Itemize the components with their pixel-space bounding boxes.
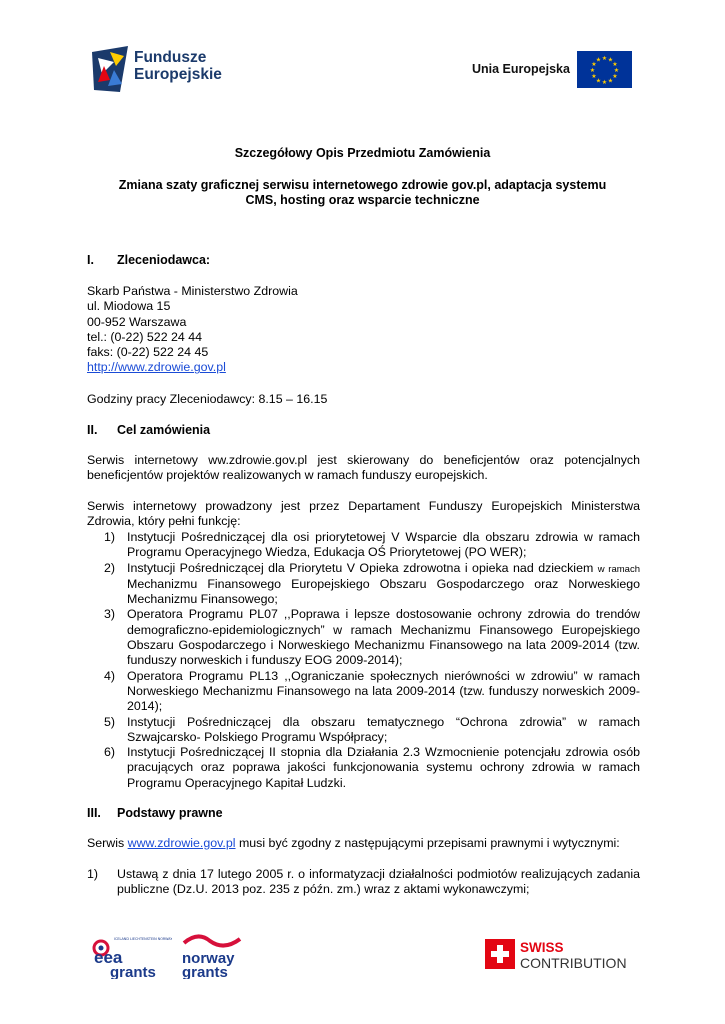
norway-text: norway (182, 950, 235, 967)
contact-fax: faks: (0-22) 522 24 45 (87, 345, 209, 360)
list-item: 1) Ustawą z dnia 17 lutego 2005 r. o informatyzacji działalności podmiotów realizujących zadania publiczne (Dz.U. 2013 poz. 235 z późn. zm.) wraz z aktami wykonawczymi; (87, 867, 640, 897)
ue-label: Unia Europejska (472, 62, 570, 76)
contact-city: 00-952 Warszawa (87, 314, 187, 329)
svg-text:★: ★ (613, 67, 620, 74)
section-3-label: Podstawy prawne (117, 806, 223, 820)
doc-title: Szczegółowy Opis Przedmiotu Zamówienia (234, 146, 491, 160)
eea-grants-logo (92, 933, 172, 979)
section-2-number: II. (87, 423, 98, 437)
fundusze-europejskie-logo (90, 44, 225, 94)
website-link[interactable]: www.zdrowie.gov.pl (127, 836, 236, 850)
section-3-paragraph: Serwis www.zdrowie.gov.pl musi być zgodny z następującymi przepisami prawnymi i wytycznymi: (87, 836, 620, 850)
list-item: 6) Instytucji Pośredniczącej II stopnia dla Działania 2.3 Wzmocnienie potencjału zdrowia osób pracujących oraz poprawa jakości funkcjonowania systemu ochrony zdrowia w ramach Programu Operacyjnego Kapitał Ludzki. (104, 745, 640, 790)
doc-subtitle-line1: Zmiana szaty graficznej serwisu internetowego zdrowie gov.pl, adaptacja systemu (118, 178, 607, 192)
section-2-label: Cel zamówienia (117, 423, 211, 437)
list-item: 3) Operatora Programu PL07 ,,Poprawa i lepsze dostosowanie ochrony zdrowia do trendów demograficzno-epidemiologicznych” w ramach Mechanizmu Finansowego Europejskiego Obszaru Gospodarczego i Norweskiego Mechanizmu Finansowego na lata 2009-2014 (tzw. funduszy norweskich i funduszy EOG 2009-2014); (104, 607, 640, 668)
svg-text:★: ★ (607, 56, 614, 64)
legal-list (87, 867, 640, 898)
contribution-text: CONTRIBUTION (520, 955, 627, 971)
svg-text:★: ★ (612, 73, 618, 80)
eea-small-text: ICELAND LIECHTENSTEIN NORWAY (114, 937, 172, 941)
contact-block (87, 284, 640, 376)
section-1-number: I. (87, 253, 94, 267)
doc-subtitle-line2: CMS, hosting oraz wsparcie techniczne (245, 193, 480, 207)
section-3-number: III. (87, 806, 101, 820)
contact-phone: tel.: (0-22) 522 24 44 (87, 329, 203, 344)
section-2-paragraph-2: Serwis internetowy prowadzony jest przez Departament Funduszy Europejskich Ministerstwa Zdrowia, który pełni funkcję: (87, 499, 640, 529)
fe-logo-line2: Europejskie (134, 66, 222, 83)
eea-grants-text: grants (110, 964, 156, 979)
svg-text:★: ★ (601, 79, 608, 86)
norway-grants-text: grants (182, 964, 228, 979)
section-1-label: Zleceniodawca: (117, 253, 211, 267)
contact-website-link[interactable]: http://www.zdrowie.gov.pl (87, 360, 226, 375)
svg-text:★: ★ (589, 67, 596, 74)
eea-text: eea (94, 948, 123, 967)
fe-star-icon (90, 44, 132, 94)
contact-street: ul. Miodowa 15 (87, 299, 171, 314)
office-hours: Godziny pracy Zleceniodawcy: 8.15 – 16.15 (87, 392, 328, 406)
swiss-contribution-logo (485, 939, 635, 971)
svg-text:★: ★ (591, 61, 597, 68)
functions-list (104, 530, 640, 791)
swiss-text: SWISS (520, 940, 564, 955)
svg-text:★: ★ (591, 73, 597, 80)
norway-grants-logo (180, 933, 250, 979)
fe-logo-line1: Fundusze (134, 49, 207, 66)
list-item: 2) Instytucji Pośredniczącej dla Priorytetu V Opieka zdrowotna i opieka nad dzieckiem w ramach Mechanizmu Finansowego Europejskiego Obszaru Gospodarczego oraz Norweskiego Mechanizmu Finansowego; (104, 560, 640, 607)
svg-text:★: ★ (601, 55, 608, 62)
contact-name: Skarb Państwa - Ministerstwo Zdrowia (87, 284, 298, 298)
svg-text:★: ★ (595, 77, 602, 85)
list-item: 4) Operatora Programu PL13 ,,Ograniczanie społecznych nierówności w zdrowiu” w ramach Norweskiego Mechanizmu Finansowego na lata 2009-2014 (tzw. funduszy norweskich 2009-2014); (104, 668, 640, 714)
list-item: 1) Instytucji Pośredniczącej dla osi priorytetowej V Wsparcie dla obszaru zdrowia w ramach Programu Operacyjnego Wiedza, Edukacja OŚ Priorytetowej (PO WER); (104, 530, 640, 560)
svg-text:★: ★ (607, 77, 614, 85)
section-1-heading (87, 253, 640, 269)
section-2-heading (87, 423, 640, 439)
section-3-heading (87, 806, 640, 822)
list-item: 5) Instytucji Pośredniczącej dla obszaru tematycznego “Ochrona zdrowia” w ramach Szwajcarsko- Polskiego Programu Współpracy; (104, 714, 640, 744)
eu-flag-icon (577, 51, 632, 88)
svg-text:★: ★ (612, 61, 618, 68)
svg-text:★: ★ (595, 56, 602, 64)
section-2-paragraph-1: Serwis internetowy ww.zdrowie.gov.pl jest skierowany do beneficjentów oraz potencjalnych beneficjentów projektów realizowanych w ramach funduszy europejskich. (87, 453, 640, 483)
